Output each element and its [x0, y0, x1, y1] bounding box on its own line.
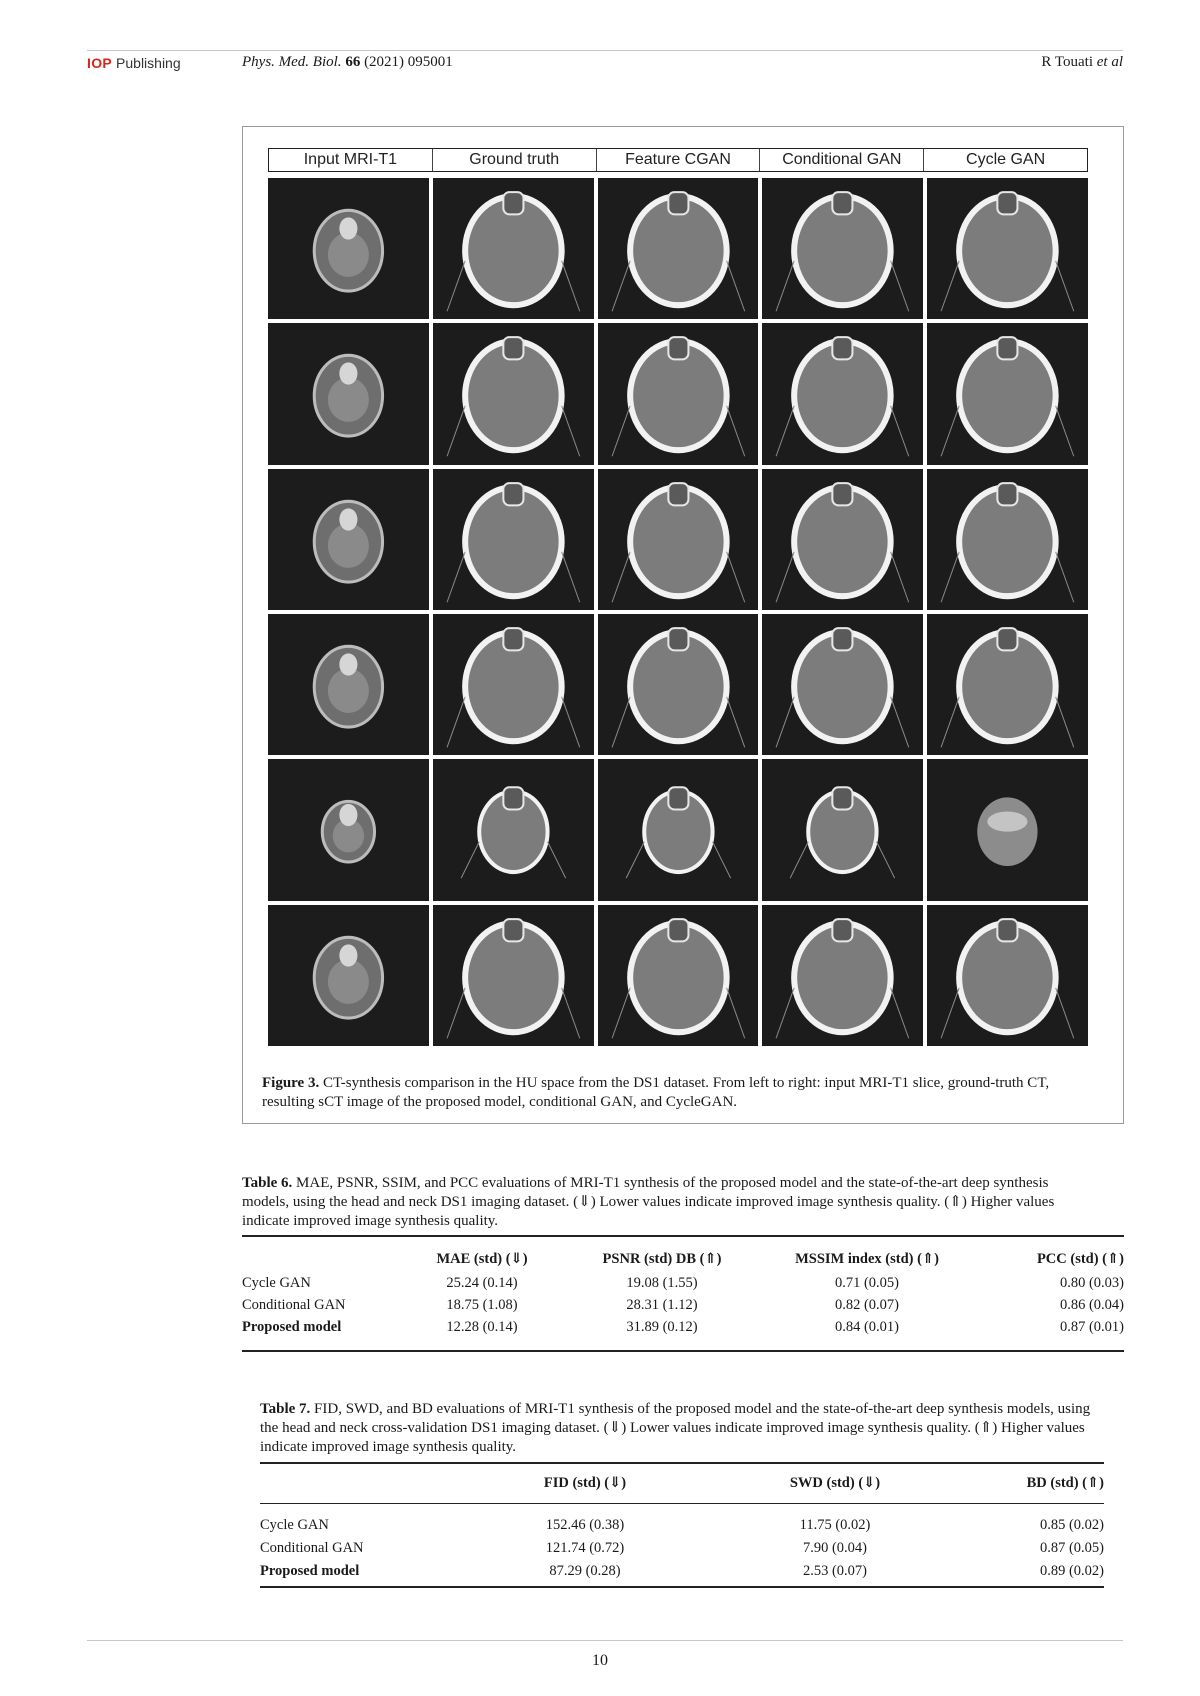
- figure-caption: [262, 1074, 1102, 1112]
- table7-header: [260, 1471, 1104, 1495]
- table7-cell: 2.53 (0.07): [802, 1563, 868, 1579]
- table7-row-label: Conditional GAN: [260, 1540, 364, 1556]
- scan-input-mri-row-1: [268, 178, 429, 319]
- scan-cycle-gan-row-6: [927, 905, 1088, 1046]
- journal-year-article: (2021) 095001: [364, 54, 453, 70]
- scan-input-mri-row-3: [268, 469, 429, 610]
- publisher-logo: [87, 55, 181, 71]
- table7-header-fid: FID (std) (⇓): [543, 1475, 627, 1491]
- table-row: [260, 1537, 1104, 1560]
- scan-feature-cgan-row-4: [598, 614, 759, 755]
- scan-input-mri-row-4: [268, 614, 429, 755]
- scan-conditional-gan-row-1: [762, 178, 923, 319]
- scan-feature-cgan-row-2: [598, 323, 759, 464]
- page-number: 10: [592, 1652, 608, 1669]
- table7-cell: 0.87 (0.05): [1039, 1540, 1104, 1556]
- table7-cell: 152.46 (0.38): [545, 1517, 625, 1533]
- scan-ground-truth-row-3: [433, 469, 594, 610]
- table7-mid-rule: [260, 1503, 1104, 1504]
- table6-cell: 0.71 (0.05): [834, 1274, 900, 1291]
- table-row: [260, 1514, 1104, 1537]
- table6-header-mssim: MSSIM index (std) (⇑): [795, 1251, 939, 1267]
- table7-cell: 0.85 (0.02): [1039, 1517, 1104, 1533]
- table-row: [242, 1294, 1124, 1316]
- figure-caption-text: CT-synthesis comparison in the HU space from the DS1 dataset. From left to right: input MRI-T1 slice, ground-truth CT, resulting sCT image of the proposed model, conditional GAN, and CycleGAN.: [262, 1075, 1050, 1110]
- table7-header-empty: [260, 1471, 460, 1495]
- scan-conditional-gan-row-3: [762, 469, 923, 610]
- scan-conditional-gan-row-5: [762, 759, 923, 900]
- table6-cell: 0.86 (0.04): [1059, 1296, 1124, 1313]
- et-al: et al: [1096, 54, 1123, 70]
- table6-header-row: [242, 1246, 1124, 1272]
- table7-header-bd: BD (std) (⇑): [1026, 1475, 1104, 1491]
- table7-cell: 7.90 (0.04): [802, 1540, 868, 1556]
- author-name: R Touati: [1041, 54, 1093, 70]
- table6-header-empty: [242, 1246, 402, 1272]
- scan-cycle-gan-row-5: [927, 759, 1088, 900]
- scan-input-mri-row-5: [268, 759, 429, 900]
- scan-cycle-gan-row-1: [927, 178, 1088, 319]
- table6-cell: 0.87 (0.01): [1059, 1318, 1124, 1335]
- column-header-input-mri: Input MRI-T1: [269, 149, 433, 171]
- table7-caption-label: Table 7.: [260, 1401, 311, 1417]
- scan-ground-truth-row-4: [433, 614, 594, 755]
- table7-row-label: Cycle GAN: [260, 1517, 329, 1533]
- scan-ground-truth-row-5: [433, 759, 594, 900]
- table6-header-psnr: PSNR (std) DB (⇑): [602, 1251, 722, 1267]
- figure-column-headers: [268, 148, 1088, 172]
- table-row: [260, 1560, 1104, 1583]
- table6-cell: 0.80 (0.03): [1059, 1274, 1124, 1291]
- table6: [242, 1246, 1124, 1338]
- scan-cycle-gan-row-4: [927, 614, 1088, 755]
- table7-header-row: [260, 1471, 1104, 1495]
- table6-cell: 31.89 (0.12): [626, 1318, 698, 1335]
- scan-conditional-gan-row-6: [762, 905, 923, 1046]
- table-row: [242, 1272, 1124, 1294]
- table7-cell: 11.75 (0.02): [799, 1517, 871, 1533]
- header-rule: [87, 50, 1123, 51]
- table6-cell: 0.82 (0.07): [834, 1296, 900, 1313]
- scan-ground-truth-row-2: [433, 323, 594, 464]
- table7-cell: 87.29 (0.28): [549, 1563, 621, 1579]
- scan-conditional-gan-row-4: [762, 614, 923, 755]
- figure-caption-label: Figure 3.: [262, 1075, 320, 1091]
- journal-name: Phys. Med. Biol.: [242, 54, 342, 70]
- table6-header-pcc: PCC (std) (⇑): [1036, 1251, 1124, 1267]
- table7-header-swd: SWD (std) (⇓): [789, 1475, 881, 1491]
- table6-cell: 18.75 (1.08): [446, 1296, 518, 1313]
- scan-cycle-gan-row-3: [927, 469, 1088, 610]
- column-header-cycle-gan: Cycle GAN: [966, 151, 1046, 168]
- table6-cell: 25.24 (0.14): [446, 1274, 518, 1291]
- table7-cell: 121.74 (0.72): [545, 1540, 625, 1556]
- scan-input-mri-row-2: [268, 323, 429, 464]
- table6-row-label: Cycle GAN: [242, 1274, 311, 1291]
- logo-iop: IOP: [87, 55, 113, 71]
- table6-caption: [242, 1174, 1087, 1231]
- table6-row-label: Conditional GAN: [242, 1296, 346, 1313]
- scan-feature-cgan-row-5: [598, 759, 759, 900]
- table6-top-rule: [242, 1235, 1124, 1237]
- table6-cell: 28.31 (1.12): [626, 1296, 698, 1313]
- scan-ground-truth-row-1: [433, 178, 594, 319]
- scan-image-grid: [268, 178, 1088, 1046]
- table7-caption: [260, 1400, 1105, 1457]
- scan-feature-cgan-row-1: [598, 178, 759, 319]
- table7-cell: 0.89 (0.02): [1039, 1563, 1104, 1579]
- table6-bottom-rule: [242, 1350, 1124, 1352]
- table7-top-rule: [260, 1462, 1104, 1464]
- column-header-ground-truth: Ground truth: [433, 149, 597, 171]
- table7-caption-text: FID, SWD, and BD evaluations of MRI-T1 synthesis of the proposed model and the state-of-the-art deep synthesis models, using the head and neck cross-validation DS1 imaging dataset. (⇓) Lower values indicate improved image synthesis quality. (⇑) Higher values indicate improved image synthesis quality.: [260, 1401, 1091, 1455]
- table6-row-label: Proposed model: [242, 1318, 342, 1335]
- journal-volume: 66: [345, 54, 361, 70]
- table7-body: [260, 1514, 1104, 1583]
- table7-row-label: Proposed model: [260, 1563, 360, 1579]
- table6-cell: 0.84 (0.01): [834, 1318, 900, 1335]
- table6-caption-label: Table 6.: [242, 1175, 293, 1191]
- table6-header-mae: MAE (std) (⇓): [436, 1251, 528, 1267]
- table-row: [242, 1316, 1124, 1338]
- column-header-conditional-gan: Conditional GAN: [760, 149, 924, 171]
- journal-citation: [242, 54, 453, 71]
- scan-input-mri-row-6: [268, 905, 429, 1046]
- scan-feature-cgan-row-3: [598, 469, 759, 610]
- table7-bottom-rule: [260, 1586, 1104, 1588]
- scan-ground-truth-row-6: [433, 905, 594, 1046]
- table6-cell: 12.28 (0.14): [446, 1318, 518, 1335]
- table6-caption-text: MAE, PSNR, SSIM, and PCC evaluations of MRI-T1 synthesis of the proposed model and the state-of-the-art deep synthesis models, using the head and neck DS1 imaging dataset. (⇓) Lower values indicate improved image synthesis quality. (⇑) Higher values indicate improved image synthesis quality.: [242, 1175, 1055, 1229]
- column-header-feature-cgan: Feature CGAN: [597, 149, 761, 171]
- scan-cycle-gan-row-2: [927, 323, 1088, 464]
- footer-rule: [87, 1640, 1123, 1641]
- running-authors: [1041, 54, 1123, 71]
- logo-publishing: Publishing: [116, 55, 181, 71]
- scan-conditional-gan-row-2: [762, 323, 923, 464]
- table6-cell: 19.08 (1.55): [626, 1274, 698, 1291]
- scan-feature-cgan-row-6: [598, 905, 759, 1046]
